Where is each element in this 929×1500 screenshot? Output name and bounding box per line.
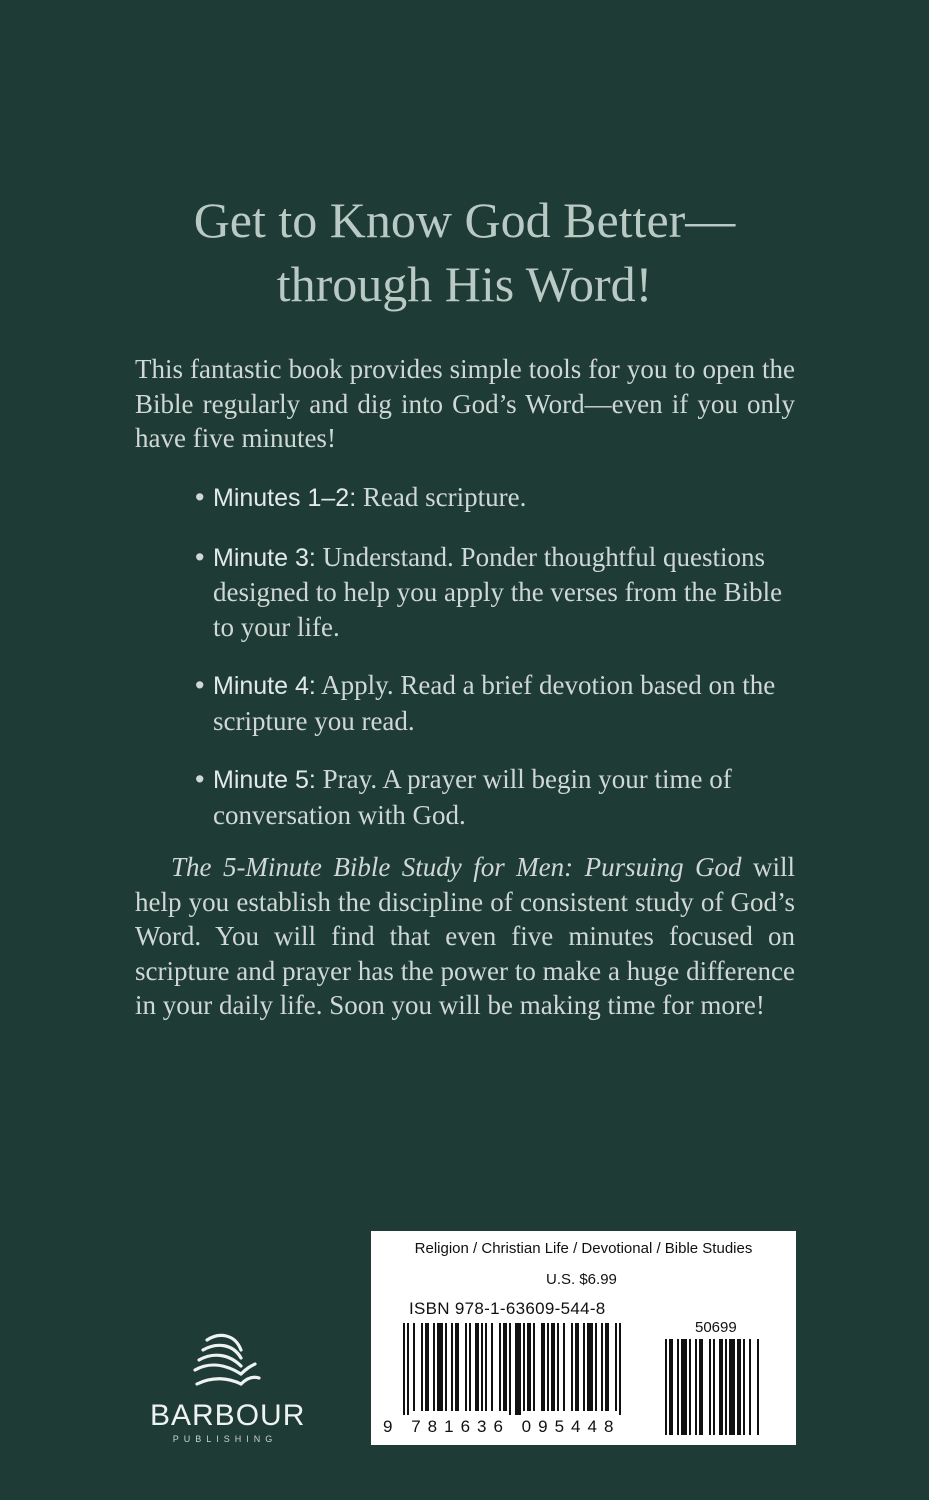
barcode-digit-group: 781636 (411, 1417, 510, 1436)
bullet-icon: • (195, 764, 205, 794)
list-item (195, 762, 785, 832)
barcode-bar (475, 1323, 479, 1411)
barcode-bar (665, 1339, 667, 1435)
open-book-bird-icon (185, 1328, 265, 1398)
barcode-bar (749, 1339, 751, 1435)
barcode-bar (465, 1323, 467, 1411)
minute-steps-list (195, 480, 785, 856)
step-text: Read scripture. (362, 482, 527, 512)
publisher-name: BARBOUR (150, 1399, 306, 1432)
barcode-bar (695, 1339, 697, 1435)
barcode-digit-group: 095448 (521, 1417, 621, 1436)
barcode-bar (719, 1339, 723, 1435)
barcode-bar (709, 1339, 711, 1435)
barcode-bar (713, 1339, 715, 1435)
barcode-bar (757, 1339, 759, 1435)
barcode-bar (509, 1323, 511, 1415)
barcode-bar (407, 1323, 409, 1415)
bullet-icon: • (195, 541, 205, 572)
barcode-bar (737, 1339, 741, 1435)
barcode-bar (699, 1339, 703, 1435)
list-item (195, 540, 785, 645)
price: U.S. $6.99 (546, 1271, 617, 1288)
list-item (195, 668, 785, 738)
addon-code: 50699 (695, 1319, 737, 1336)
bisac-category: Religion / Christian Life / Devotional / Bible Studies (414, 1240, 753, 1257)
barcode-bar (563, 1323, 565, 1411)
book-title: The 5-Minute Bible Study for Men: Pursuing God (171, 852, 742, 882)
barcode-bar (583, 1323, 585, 1411)
barcode-bar (669, 1339, 673, 1435)
headline-line-1: Get to Know God Better— (193, 192, 736, 248)
barcode-bar (527, 1323, 531, 1411)
barcode-bar (551, 1323, 555, 1411)
barcode-bar (425, 1323, 429, 1411)
bullet-icon: • (195, 482, 205, 512)
barcode-bar (481, 1323, 483, 1411)
barcode-bar (437, 1323, 443, 1411)
barcode-bar (469, 1323, 471, 1411)
barcode-bar (523, 1323, 525, 1411)
barcode-bar (491, 1323, 493, 1411)
barcode-bar (455, 1323, 459, 1411)
bullet-icon: • (195, 670, 205, 700)
price-addon-barcode (665, 1339, 779, 1435)
step-text: Pray. A prayer will begin your time of conversation with God. (213, 764, 732, 830)
barcode-bar (619, 1323, 621, 1415)
barcode-bar (541, 1323, 545, 1411)
barcode-bar (485, 1323, 487, 1411)
closing-text: will help you establish the discipline of consistent study of God’s Word. You will find that even five minutes focused on scripture and prayer has the power to make a huge difference in your daily life. Soon you will be making time for more! (135, 852, 796, 1020)
barcode-bar (515, 1323, 521, 1415)
step-label: Minute 5: (213, 766, 316, 794)
barcode-bar (445, 1323, 447, 1411)
barcode-digit-group: 9 (383, 1417, 400, 1436)
barcode-bar (615, 1323, 617, 1411)
step-text: Apply. Read a brief devotion based on the scripture you read. (213, 670, 776, 736)
barcode-bar (503, 1323, 507, 1411)
barcode-bar (571, 1323, 573, 1411)
barcode-bar (575, 1323, 579, 1411)
closing-paragraph (135, 850, 795, 1023)
barcode-label (371, 1231, 796, 1445)
barcode-bar (547, 1323, 549, 1411)
intro-paragraph: This fantastic book provides simple tools for you to open the Bible regularly and dig into God’s Word—even if you only have five minutes! (135, 354, 795, 453)
barcode-bar (605, 1323, 609, 1411)
barcode-digits (383, 1417, 628, 1437)
barcode-bar (729, 1339, 735, 1435)
publisher-subname: PUBLISHING (172, 1434, 278, 1444)
step-label: Minute 4: (213, 672, 316, 700)
barcode-bar (557, 1323, 559, 1411)
barcode-bar (689, 1339, 691, 1435)
barcode-bar (421, 1323, 423, 1411)
barcode-bar (499, 1323, 501, 1411)
list-item (195, 480, 785, 516)
barcode-bar (681, 1339, 687, 1435)
barcode-bar (533, 1323, 535, 1411)
step-label: Minutes 1–2: (213, 484, 357, 512)
barcode-bar (677, 1339, 679, 1435)
isbn-barcode (403, 1323, 635, 1415)
barcode-bar (433, 1323, 435, 1411)
barcode-bar (403, 1323, 405, 1415)
headline-line-2: through His Word! (276, 256, 653, 312)
barcode-bar (587, 1323, 593, 1411)
barcode-bar (601, 1323, 603, 1411)
headline (0, 188, 929, 316)
step-text: Understand. Ponder thoughtful questions designed to help you apply the verses from the Bible to your life. (213, 541, 783, 642)
step-label: Minute 3: (213, 543, 316, 572)
barcode-bar (451, 1323, 453, 1411)
barcode-bar (743, 1339, 745, 1435)
barcode-bar (413, 1323, 415, 1411)
barcode-bar (595, 1323, 597, 1411)
barcode-bar (725, 1339, 727, 1435)
publisher-logo (150, 1328, 306, 1448)
isbn: ISBN 978-1-63609-544-8 (409, 1299, 606, 1318)
